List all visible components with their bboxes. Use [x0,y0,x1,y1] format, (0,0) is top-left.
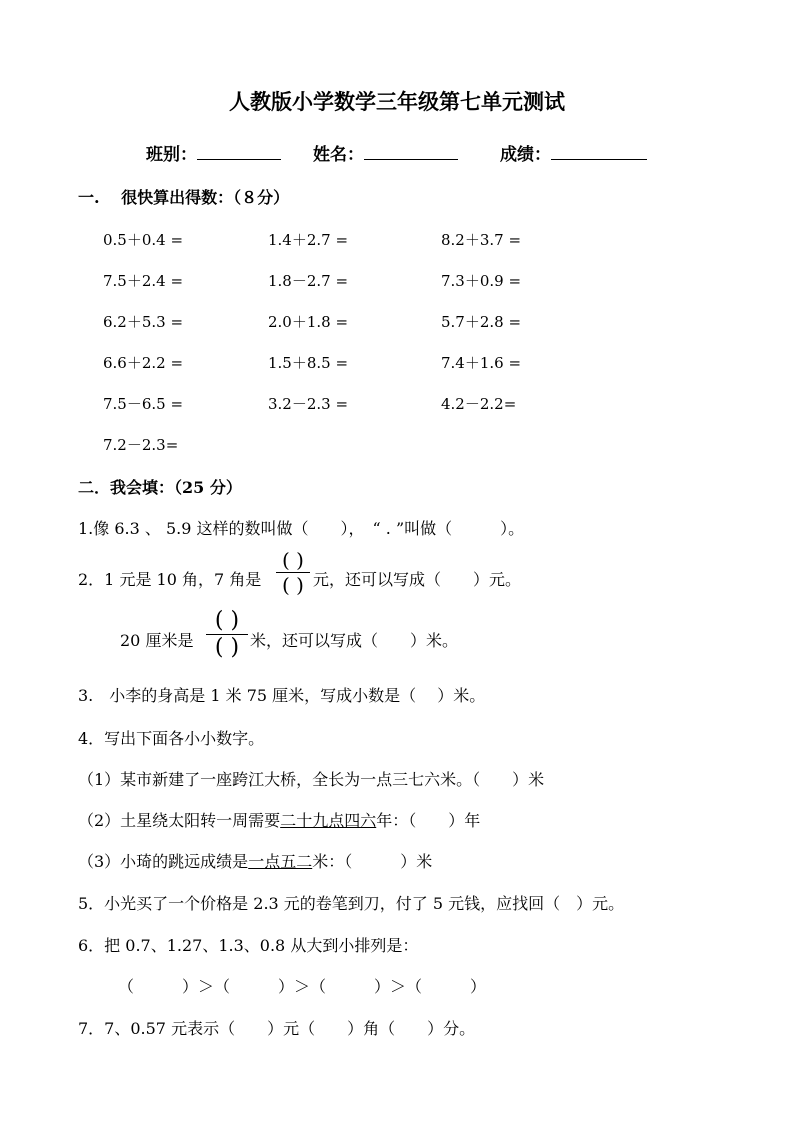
page-title: 人教版小学数学三年级第七单元测试 [229,89,565,114]
question-4-1: （1）某市新建了一座跨江大桥，全长为一点三七六米。（ ）米 [78,770,545,789]
calc-item: 1.5＋8.5 = [268,354,349,372]
calc-item: 5.7＋2.8 = [441,313,522,331]
calc-item: 1.4＋2.7 = [268,231,349,249]
calc-item: 3.2－2.3 = [268,395,349,413]
question-5: 5．小光买了一个价格是 2.3 元的卷笔到刀，付了 5 元钱，应找回（ ）元。 [78,894,625,913]
calc-item: 7.4＋1.6 = [441,354,522,372]
calc-item: 4.2－2.2= [441,395,517,413]
calc-item: 1.8－2.7 = [268,272,349,290]
calc-item: 7.5＋2.4 = [103,272,184,290]
name-field [313,140,458,165]
calc-item: 7.3＋0.9 = [441,272,522,290]
score-field [500,140,647,165]
fraction-blank[interactable] [206,610,248,659]
question-2-line2-a: 20 厘米是 [120,631,194,650]
name-blank[interactable] [364,145,458,160]
calc-item: 8.2＋3.7 = [441,231,522,249]
question-4-3-post: 米：（ ）米 [312,852,433,871]
question-4-3-pre: （3）小琦的跳远成绩是 [78,852,249,871]
question-6-blanks: （ ）＞（ ）＞（ ）＞（ ） [118,977,487,996]
fraction-numerator: ( ) [214,608,240,633]
class-field [146,140,281,165]
question-4-2-pre: （2）土星绕太阳转一周需要 [78,811,281,830]
score-blank[interactable] [551,145,647,160]
question-7: 7．7、0.57 元表示（ ）元（ ）角（ ）分。 [78,1019,476,1038]
section1-heading: 一. 很快算出得数：（８分） [78,188,290,207]
fraction-blank[interactable] [276,550,310,595]
question-4-2-post: 年：（ ）年 [376,811,481,830]
class-blank[interactable] [197,145,281,160]
fraction-numerator: ( ) [282,548,304,572]
question-4: 4．写出下面各小小数字。 [78,729,265,748]
fraction-denominator: ( ) [282,573,304,597]
calc-item: 0.5＋0.4 = [103,231,184,249]
question-4-2-underlined: 二十九点四六 [280,811,377,830]
question-3: 3. 小李的身高是 1 米 75 厘米，写成小数是（ ）米。 [78,686,486,705]
calc-item: 6.2＋5.3 = [103,313,184,331]
question-2-line2-b: 米，还可以写成（ ）米。 [250,631,459,650]
question-4-2 [78,808,480,831]
name-label: 姓名： [313,145,364,165]
question-6: 6．把 0.7、1.27、1.3、0.8 从大到小排列是： [78,936,419,955]
section2-heading: 二．我会填：（25 分） [78,478,242,497]
fraction-denominator: ( ) [214,635,240,660]
calc-item: 7.5－6.5 = [103,395,184,413]
calc-item: 2.0＋1.8 = [268,313,349,331]
calc-item: 7.2－2.3= [103,436,179,454]
calc-item: 6.6＋2.2 = [103,354,184,372]
question-2-part-b: 元，还可以写成（ ）元。 [313,570,522,589]
class-label: 班别： [146,145,197,165]
score-label: 成绩： [500,145,551,165]
question-2-part-a: 2．1 元是 10 角，7 角是 [78,570,262,589]
question-4-3-underlined: 一点五二 [248,852,313,871]
question-4-3 [78,849,432,872]
question-1: 1.像 6.3 、 5.9 这样的数叫做（ ）， “ . ”叫做（ ）。 [78,519,525,538]
